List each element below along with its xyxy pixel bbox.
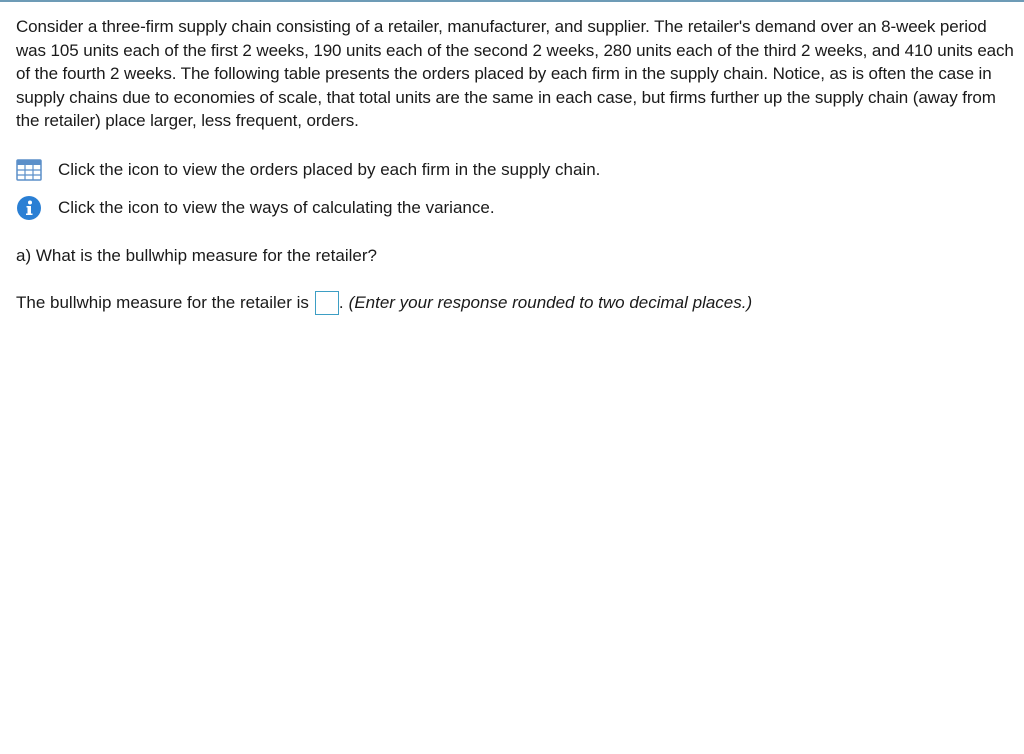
orders-table-link[interactable] xyxy=(16,157,1016,183)
table-icon[interactable] xyxy=(16,157,42,183)
top-divider xyxy=(0,0,1024,2)
answer-instruction: (Enter your response rounded to two decimal places.) xyxy=(348,292,753,312)
info-icon[interactable] xyxy=(16,195,42,221)
variance-info-link[interactable] xyxy=(16,195,1016,221)
answer-input[interactable] xyxy=(315,291,339,315)
answer-line xyxy=(16,291,1016,315)
question-part-a: a) What is the bullwhip measure for the retailer? xyxy=(16,245,377,265)
question-content xyxy=(16,15,1016,315)
variance-info-link-label[interactable]: Click the icon to view the ways of calculating the variance. xyxy=(58,197,495,217)
answer-suffix: . xyxy=(338,292,344,312)
problem-statement: Consider a three-firm supply chain consisting of a retailer, manufacturer, and supplier. The retailer's demand over an 8-week period was 105 units each of the first 2 weeks, 190 units each of the second 2 weeks, 280 units each of the third 2 weeks, and 410 units each of the fourth 2 weeks. The following table presents the orders placed by each firm in the supply chain. Notice, as is often the case in supply chains due to economies of scale, that total units are the same in each case, but firms further up the supply chain (away from the retailer) place larger, less frequent, orders. xyxy=(16,17,1014,131)
answer-prefix: The bullwhip measure for the retailer is xyxy=(16,292,309,312)
orders-table-link-label[interactable]: Click the icon to view the orders placed by each firm in the supply chain. xyxy=(58,159,601,179)
